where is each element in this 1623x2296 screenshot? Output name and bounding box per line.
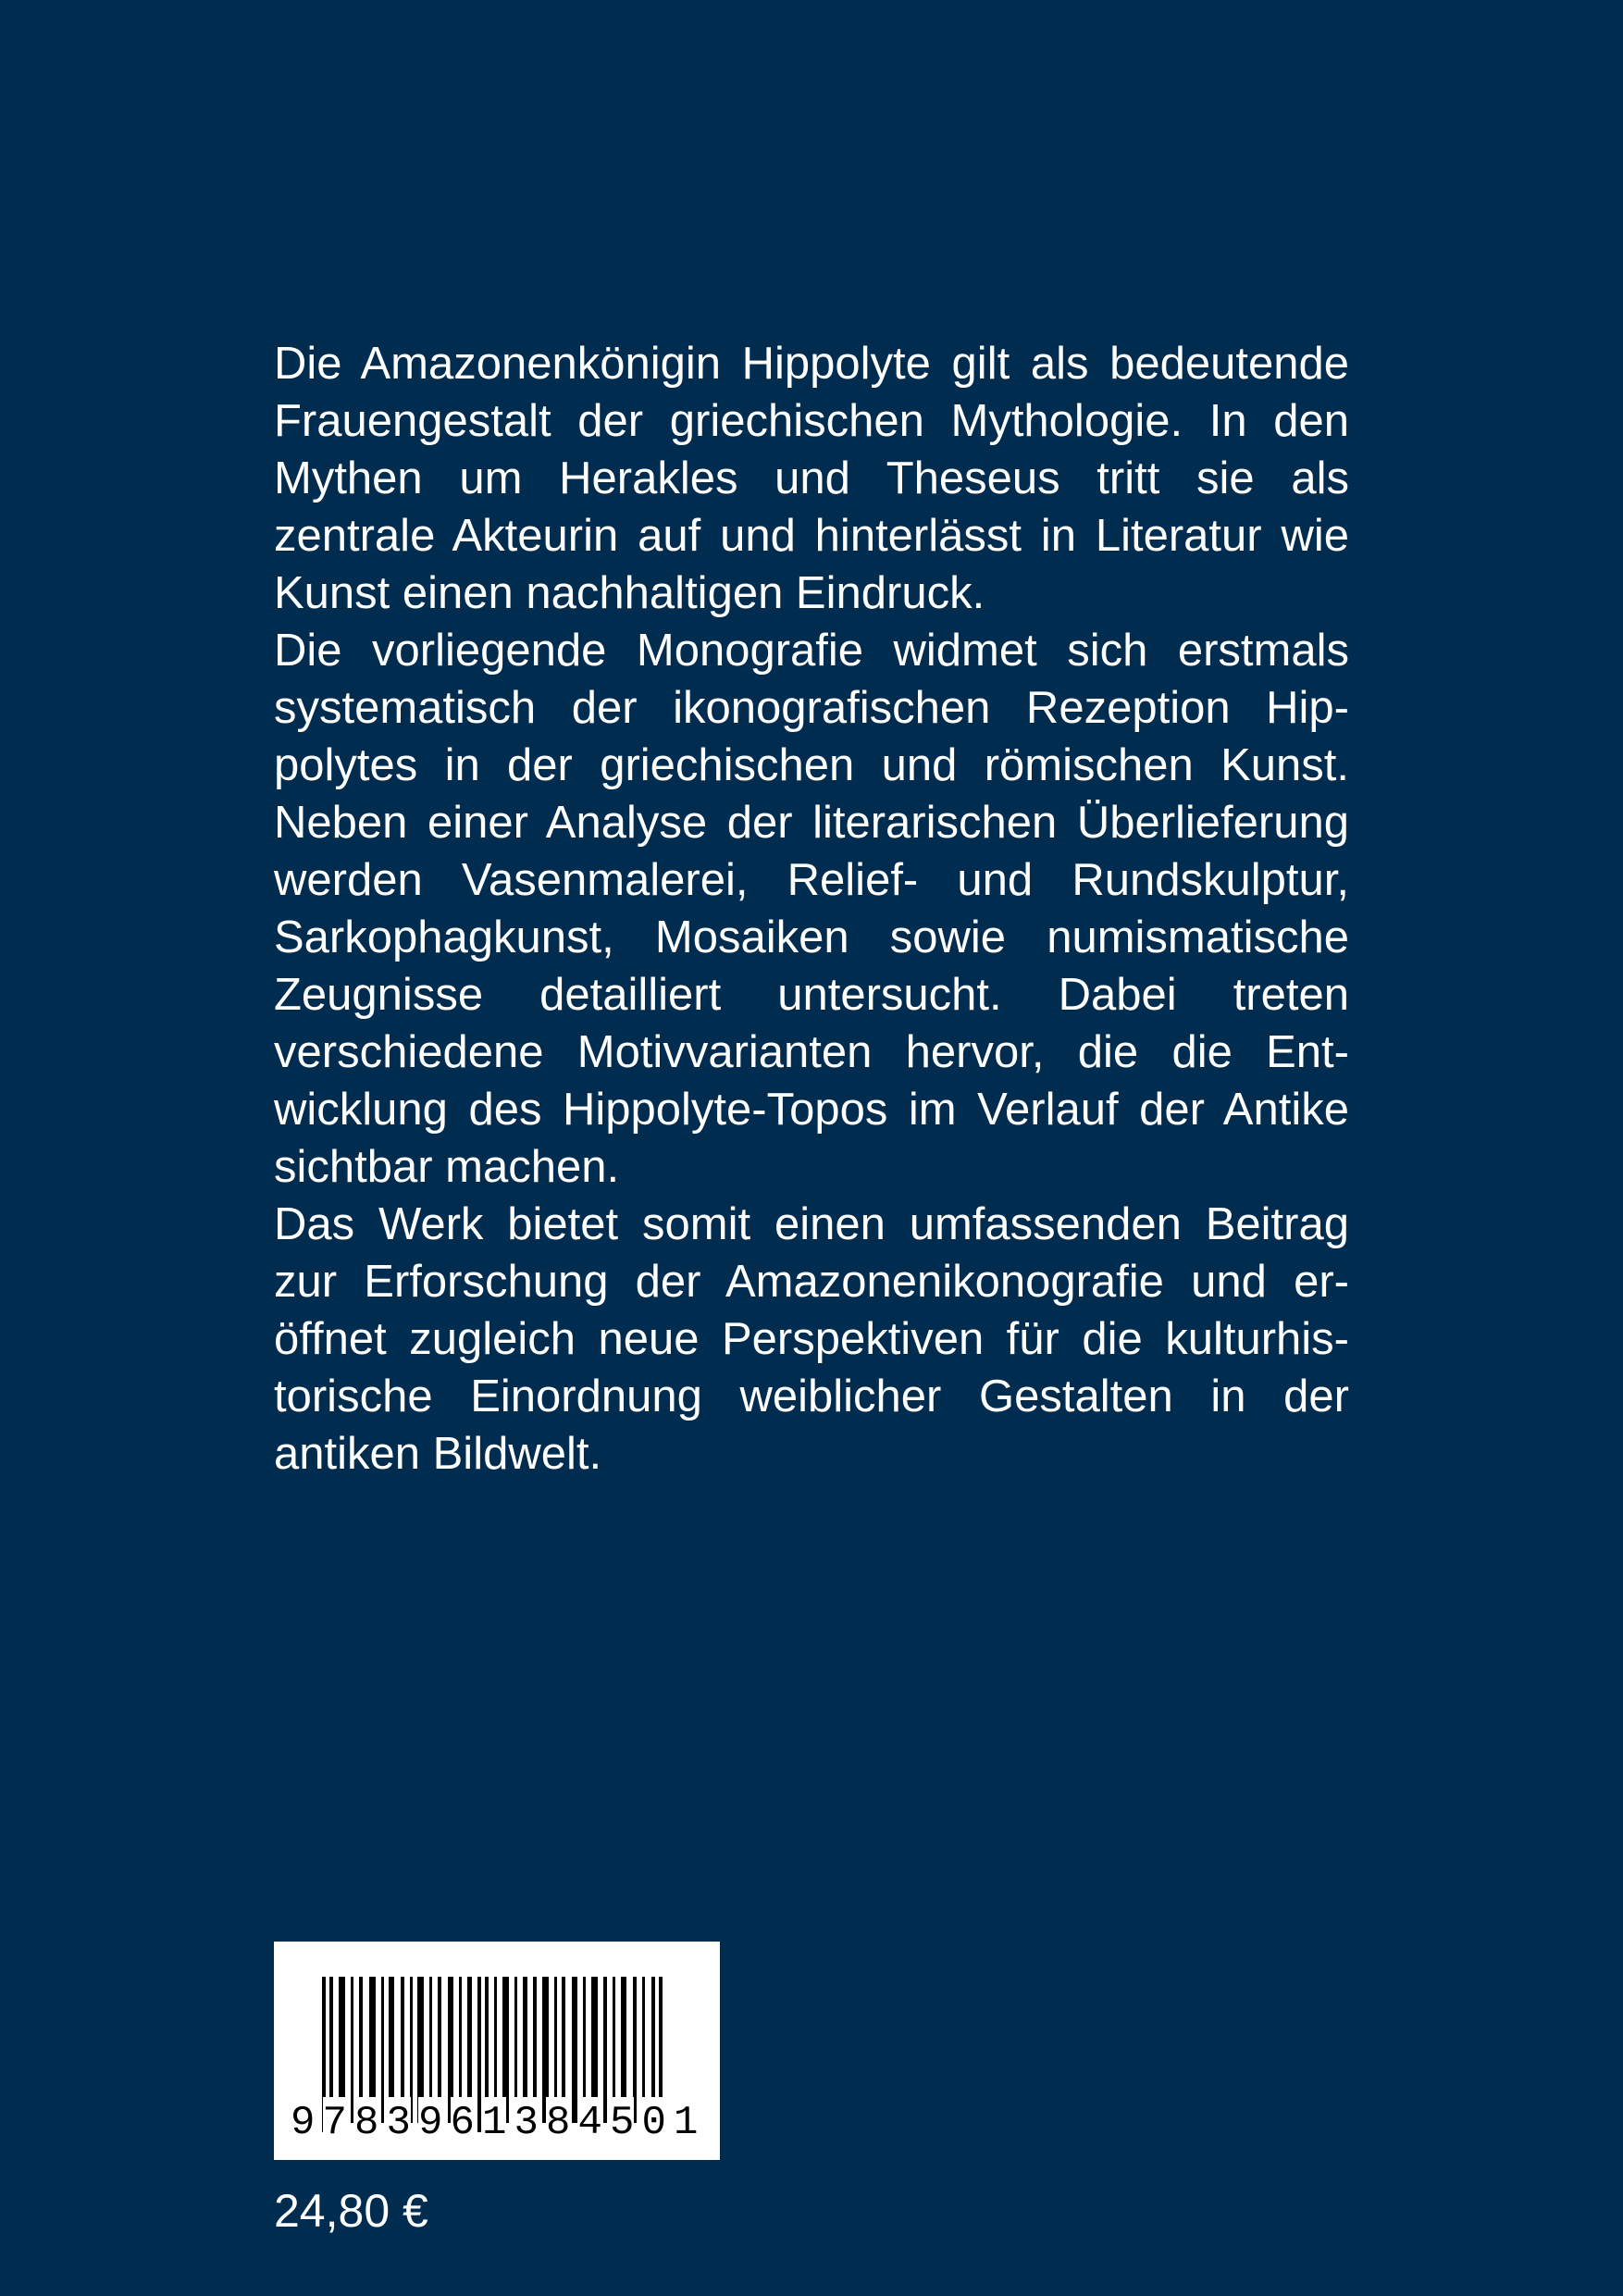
blurb-paragraph-2: Die vorliegende Monografie widmet sich erstmals systematisch der ikonografischen Rezeption Hippolytes in der griechischen und römischen Kunst. Neben einer Analyse der literarischen Überlieferung werden Vasenmalerei, Relief- und Rundskulptur, Sarkophagkunst, Mosaiken sowie numismatische Zeugnisse detailliert untersucht. Dabei treten verschiedene Motivvarianten hervor, die die Entwicklung des Hippolyte-Topos im Verlauf der Antike sichtbar machen.: [274, 626, 1349, 1192]
isbn-digit: 8: [354, 2097, 378, 2149]
isbn-digit: 3: [514, 2097, 539, 2149]
isbn-digit: 1: [674, 2097, 698, 2149]
back-cover-blurb: [274, 335, 1349, 1483]
isbn-digit: 7: [323, 2097, 347, 2149]
blurb-paragraph-3: Das Werk bietet somit einen umfassenden Beitrag zur Erforschung der Amazonenikonografie und eröffnet zugleich neue Perspektiven für die kulturhistorische Einordnung weiblicher Gestalten in der antiken Bildwelt.: [274, 1199, 1349, 1479]
isbn-digit: 3: [387, 2097, 411, 2149]
isbn-digit: 6: [451, 2097, 475, 2149]
isbn-digit: 1: [482, 2097, 506, 2149]
isbn-digit: 9: [291, 2097, 315, 2149]
isbn-digit: 0: [642, 2097, 666, 2149]
isbn-barcode: [274, 1942, 720, 2160]
price-label: 24,80 €: [274, 2185, 428, 2237]
isbn-digit: 5: [610, 2097, 634, 2149]
isbn-number: [291, 2097, 698, 2149]
isbn-digit: 8: [546, 2097, 570, 2149]
isbn-digit: 4: [578, 2097, 602, 2149]
isbn-digit: 9: [418, 2097, 442, 2149]
blurb-paragraph-1: Die Amazonenkönigin Hippolyte gilt als bedeutende Frauengestalt der griechischen Mythologie. In den Mythen um Herakles und Theseus tritt sie als zentrale Akteurin auf und hinterlässt in Literatur wie Kunst einen nachhaltigen Eindruck.: [274, 339, 1349, 618]
